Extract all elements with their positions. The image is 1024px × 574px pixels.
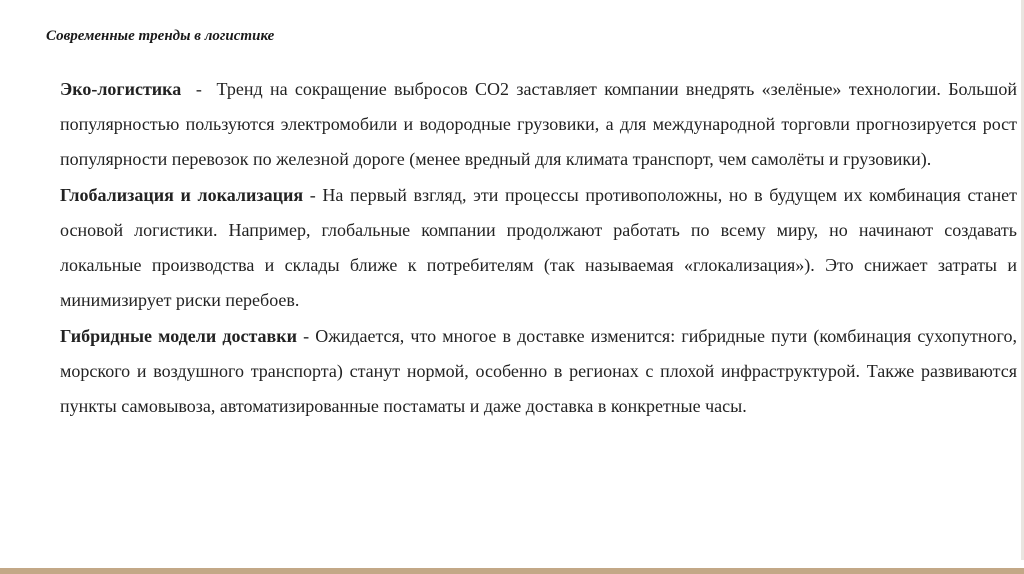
paragraph-separator: -	[296, 326, 316, 346]
paragraph-term: Глобализация и локализация	[60, 185, 304, 205]
paragraph-text: Ожидается, что многое в доставке изменится: гибридные пути (комбинация сухопутного, морского и воздушного транспорта) станут нормой, особенно в регионах с плохой инфраструктурой. Также развиваются пункты самовывоза, автоматизированные постаматы и даже доставка в конкретные часы.	[60, 326, 1017, 416]
paragraph-term: Эко-логистика	[60, 79, 182, 99]
paragraph-separator: -	[303, 185, 323, 205]
paragraph-term: Гибридные модели доставки	[60, 326, 297, 346]
paragraph-eco-logistics	[60, 72, 1017, 177]
paragraph-text: Тренд на сокращение выбросов CO2 заставляет компании внедрять «зелёные» технологии. Большой популярностью пользуются электромобили и водородные грузовики, а для международной торговли прогнозируется рост популярности перевозок по железной дороге (менее вредный для климата транспорт, чем самолёты и грузовики).	[60, 79, 1017, 169]
bottom-accent-bar	[0, 568, 1024, 574]
paragraph-globalization	[60, 178, 1017, 318]
slide-content	[60, 72, 1017, 425]
paragraph-text: На первый взгляд, эти процессы противоположны, но в будущем их комбинация станет основой логистики. Например, глобальные компании продолжают работать по всему миру, но начинают создавать локальные производства и склады ближе к потребителям (так называемая «глокализация»). Это снижает затраты и минимизирует риски перебоев.	[60, 185, 1017, 310]
paragraph-separator: -	[181, 79, 217, 99]
paragraph-hybrid-delivery	[60, 319, 1017, 424]
slide-title: Современные тренды в логистике	[46, 28, 275, 44]
